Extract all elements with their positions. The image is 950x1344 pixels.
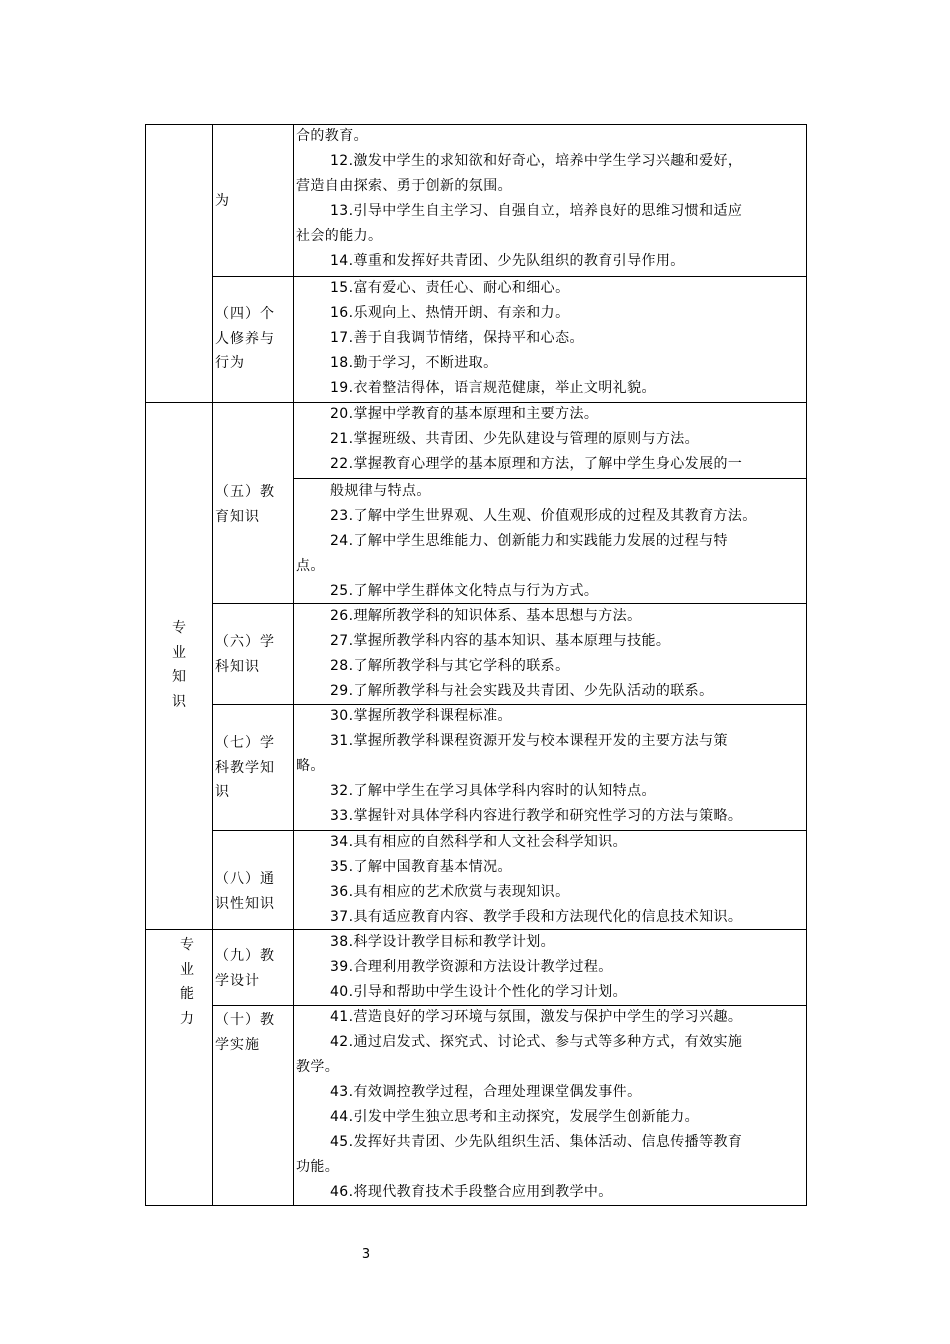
subcategory-jiu: （九）教 学设计 [215,948,275,989]
item-row: 15.富有爱心、责任心、耐心和细心。 [330,280,570,296]
item-row: 27.掌握所教学科内容的基本知识、基本原理与技能。 [330,633,671,649]
item-row: 略。 [296,758,325,774]
item-row: 23.了解中学生世界观、人生观、价值观形成的过程及其教育方法。 [330,508,757,524]
item-row: 35.了解中国教育基本情况。 [330,859,512,875]
subcategory-liu: （六）学 科知识 [215,634,275,675]
item-row: 24.了解中学生思维能力、创新能力和实践能力发展的过程与特 [330,533,728,549]
item-row: 31.掌握所教学科课程资源开发与校本课程开发的主要方法与策 [330,733,728,749]
item-row: 17.善于自我调节情绪，保持平和心态。 [330,330,584,346]
item-row: 42.通过启发式、探究式、讨论式、参与式等多种方式，有效实施 [330,1034,743,1050]
item-row: 37.具有适应教育内容、教学手段和方法现代化的信息技术知识。 [330,909,743,925]
item-row: 44.引发中学生独立思考和主动探究，发展学生创新能力。 [330,1109,700,1125]
item-row: 18.勤于学习，不断进取。 [330,355,498,371]
item-row: 12.激发中学生的求知欲和好奇心，培养中学生学习兴趣和爱好， [330,153,743,169]
subcategory-qi: （七）学 科教学知 识 [215,735,275,801]
item-row: 40.引导和帮助中学生设计个性化的学习计划。 [330,984,628,1000]
item-row: 点。 [296,558,325,574]
item-row: 32.了解中学生在学习具体学科内容时的认知特点。 [330,783,656,799]
col-divider-1 [212,125,213,1205]
item-row: 合的教育。 [296,128,368,144]
item-row: 46.将现代教育技术手段整合应用到教学中。 [330,1184,613,1200]
item-row: 26.理解所教学科的知识体系、基本思想与方法。 [330,608,642,624]
subcategory-ba: （八）通 识性知识 [215,871,275,912]
item-row: 43.有效调控教学过程，合理处理课堂偶发事件。 [330,1084,642,1100]
item-row: 功能。 [296,1159,340,1175]
item-row: 教学。 [296,1059,340,1075]
item-row: 41.营造良好的学习环境与氛围，激发与保护中学生的学习兴趣。 [330,1009,743,1025]
item-row: 25.了解中学生群体文化特点与行为方式。 [330,583,599,599]
item-row: 30.掌握所教学科课程标准。 [330,708,512,724]
item-row: 19.衣着整洁得体，语言规范健康，举止文明礼貌。 [330,380,656,396]
item-row: 33.掌握针对具体学科内容进行教学和研究性学习的方法与策略。 [330,808,743,824]
item-row: 16.乐观向上、热情开朗、有亲和力。 [330,305,570,321]
item-row: 34.具有相应的自然科学和人文社会科学知识。 [330,834,628,850]
col-divider-2 [293,125,294,1205]
page-number: 3 [361,1247,371,1262]
item-row: 20.掌握中学教育的基本原理和主要方法。 [330,406,599,422]
standards-table [145,124,807,1206]
item-row: 39.合理利用教学资源和方法设计教学过程。 [330,959,613,975]
item-row: 29.了解所教学科与社会实践及共青团、少先队活动的联系。 [330,683,714,699]
item-row: 22.掌握教育心理学的基本原理和方法，了解中学生身心发展的一 [330,456,743,472]
category-zhishi: 专 业 知 识 [172,620,186,710]
item-row: 21.掌握班级、共青团、少先队建设与管理的原则与方法。 [330,431,700,447]
item-row: 13.引导中学生自主学习、自强自立，培养良好的思维习惯和适应 [330,203,743,219]
subcategory-si: （四）个 人修养与 行为 [215,306,275,372]
item-row: 45.发挥好共青团、少先队组织生活、集体活动、信息传播等教育 [330,1134,743,1150]
item-row: 般规律与特点。 [330,483,431,499]
item-row: 28.了解所教学科与其它学科的联系。 [330,658,570,674]
subcategory-wei: 为 [215,193,230,209]
subcategory-shi: （十）教 学实施 [215,1012,275,1053]
subcategory-wu: （五）教 育知识 [215,484,275,525]
item-row: 营造自由探索、勇于创新的氛围。 [296,178,512,194]
item-row: 社会的能力。 [296,228,383,244]
item-row: 36.具有相应的艺术欣赏与表现知识。 [330,884,570,900]
category-nengli: 专 业 能 力 [180,937,194,1027]
item-row: 14.尊重和发挥好共青团、少先队组织的教育引导作用。 [330,253,685,269]
item-row: 38.科学设计教学目标和教学计划。 [330,934,556,950]
